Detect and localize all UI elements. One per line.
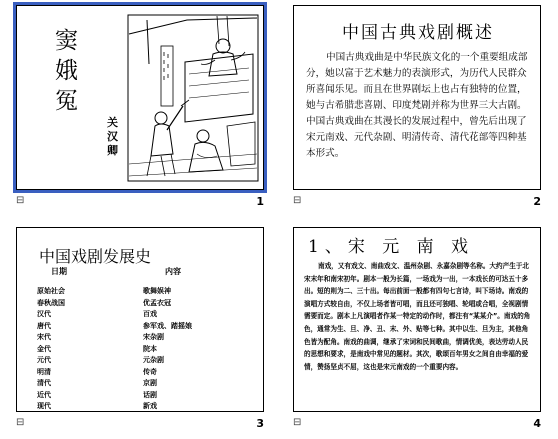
table-row: [37, 321, 257, 333]
row-content: 参军戏、踏摇娘: [143, 321, 192, 330]
slide-number: 3: [256, 417, 264, 430]
row-date: 清代: [37, 379, 51, 387]
slide-4-footer: [293, 417, 543, 431]
slide-transition-icon[interactable]: ⊟: [293, 417, 302, 428]
table-row: [37, 367, 257, 379]
row-content: 院本: [143, 344, 157, 353]
table-row: [37, 309, 257, 321]
table-row: [37, 332, 257, 344]
row-date: 唐代: [37, 321, 51, 330]
row-date: 春秋战国: [37, 298, 65, 307]
slide-1-footer: [16, 195, 266, 209]
row-content: 京剧: [143, 379, 157, 387]
slide-transition-icon[interactable]: ⊟: [293, 195, 302, 206]
row-date: 明清: [37, 367, 51, 376]
slide-4-body: 南戏，又有戏文、南曲戏文、温州杂剧、永嘉杂剧等名称。大约产生于北宋末年和南宋初年。剧本一般为长篇，一场戏为一出，一本戏长的可达五十多出。短的则为二、三十出。每出前面一般都有四句七言诗，叫下场诗。南戏的演唱方式较自由，不仅上场者皆可唱，而且还可独唱、轮唱或合唱，全视剧情需要而定。剧本上凡演唱者作某一特定的动作时，都注有“某某介”。南戏的角色，通常为生、旦、净、丑、末、外、贴等七种。其中以生、旦为主，其他角色皆为配角。南戏的曲调，继承了宋词和民间歌曲，情调优美，表达劳动人民的思想和要求，是南戏中常见的题材。其次，歌颂百年男女之间自由幸福的爱情，赞扬坚贞不屈，这也是宋元南戏的一个重要内容。: [304, 262, 531, 371]
slide-3-canvas[interactable]: [16, 227, 264, 412]
table-row: [37, 355, 257, 367]
row-content: 优孟衣冠: [143, 298, 171, 307]
row-content: 话剧: [143, 390, 157, 399]
slide-number: 1: [256, 195, 264, 208]
slide-transition-icon[interactable]: ⊟: [16, 195, 25, 206]
row-date: 金代: [37, 344, 51, 353]
row-content: 百戏: [143, 310, 157, 318]
table-row: [37, 401, 257, 412]
slide-2-title: 中国古典戏剧概述: [342, 23, 494, 43]
table-row: [37, 390, 257, 402]
row-date: 元代: [37, 356, 51, 364]
slide-thumbnail-2[interactable]: [293, 5, 543, 208]
row-date: 现代: [37, 402, 51, 410]
slide-2-body: 中国古典戏曲是中华民族文化的一个重要组成部分，她以富于艺术魅力的表演形式，为历代人民群众所喜闻乐见。而且在世界剧坛上也占有独特的位置，她与古希腊悲喜剧、印度梵剧并称为世界三大古剧。中国古典戏曲在其漫长的发展过程中，曾先后出现了宋元南戏、元代杂剧、明清传奇、清代花部等四种基本形式。: [306, 52, 528, 159]
slide-1-title: 窦娥冤: [55, 28, 78, 114]
slide-thumbnail-3[interactable]: [16, 227, 266, 430]
opera-illustration: [127, 14, 259, 182]
row-content: 歌舞娱神: [143, 287, 171, 295]
slide-number: 2: [533, 195, 541, 208]
row-content: 元杂剧: [143, 356, 164, 364]
slide-thumbnail-1[interactable]: [16, 5, 266, 208]
row-date: 近代: [37, 390, 51, 399]
slide-thumbnail-4[interactable]: [293, 227, 543, 430]
slide-4-title: 1、宋 元 南 戏: [308, 237, 475, 257]
slide-number: 4: [533, 417, 541, 430]
slide-transition-icon[interactable]: ⊟: [16, 417, 25, 428]
row-date: 汉代: [37, 310, 51, 318]
table-row: [37, 378, 257, 390]
row-date: 原始社会: [37, 287, 65, 295]
table-row: [37, 344, 257, 356]
slide-4-canvas[interactable]: [293, 227, 541, 412]
slide-3-title: 中国戏剧发展史: [39, 247, 152, 266]
row-date: 宋代: [37, 333, 51, 341]
slide-3-footer: [16, 417, 266, 431]
slide-1-canvas[interactable]: [16, 5, 264, 190]
column-header-content: 内容: [165, 267, 181, 276]
row-content: 宋杂剧: [143, 333, 164, 341]
table-row: [37, 298, 257, 310]
row-content: 传奇: [143, 367, 157, 376]
slide-2-canvas[interactable]: [293, 5, 541, 190]
row-content: 新戏: [143, 402, 157, 410]
slide-1-author: 关汉卿: [107, 116, 118, 157]
column-header-date: 日期: [51, 267, 67, 276]
table-row: [37, 286, 257, 298]
slide-2-footer: [293, 195, 543, 209]
